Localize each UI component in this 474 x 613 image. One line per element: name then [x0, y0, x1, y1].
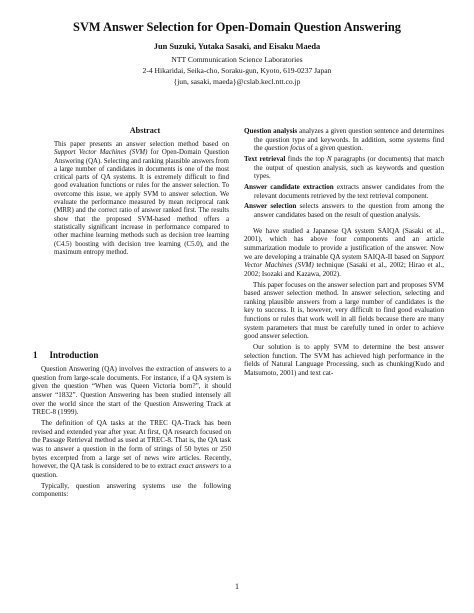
component-emphasis: N	[326, 154, 332, 163]
component-emphasis: question focus	[264, 144, 306, 153]
abstract-emphasis: Support Vector Machines (SVM)	[54, 149, 148, 157]
component-answer-selection	[244, 202, 444, 219]
page-number: 1	[235, 582, 239, 591]
section-number: 1	[33, 350, 38, 360]
component-term: Text retrieval	[244, 154, 286, 163]
component-answer-candidate-extraction	[244, 182, 444, 200]
component-desc-end: of a given question.	[305, 144, 363, 153]
intro-paragraph-2-text: The definition of QA tasks at the TREC QA-Track has been revised and extended year after year. At first, QA research focused on the Passage Retrieval method as used at TREC-8. That is, the QA task was to answer a question in the form of strings of 50 bytes or 250 bytes excerpted from a large set of news wire articles. Recently, however, the QA task is considered to be to extract	[32, 418, 231, 471]
left-column-body	[32, 365, 231, 499]
affiliation-line-1: NTT Communication Science Laboratories	[171, 55, 303, 64]
abstract-text-1: This paper presents an answer selection method based on	[54, 141, 229, 148]
saiqa-text-end: technique (Sasaki et al., 2002; Hirao et al., 2002; Isozaki and Kazawa, 2002).	[244, 261, 444, 278]
component-desc: selects answers to the question from among the answer candidates based on the result of question analysis.	[254, 202, 444, 219]
abstract-body	[54, 141, 229, 257]
section-title: Introduction	[49, 350, 99, 360]
component-question-analysis	[244, 127, 444, 153]
component-list	[244, 127, 444, 220]
body-paragraph-solution: Our solution is to apply SVM to determine the best answer selection function. The SVM has achieved high performance in the fields of Natural Language Processing, such as chunking(Kudo and Matsumoto, 2001) and text cat-	[244, 343, 444, 378]
component-desc: finds the top	[285, 154, 327, 163]
abstract-heading: Abstract	[129, 126, 161, 135]
intro-paragraph-2-emphasis: exact answers	[178, 462, 219, 471]
component-desc: analyzes a given question sentence and determines the question type and keywords. In addition, some systems find the	[254, 127, 444, 153]
saiqa-text: We have studied a Japanese QA system SAIQA (Sasaki et al., 2001), which has above four components and an article summarization module to provide a justification of the answer. Now we are developing a trainable QA system SAIQA-II based on	[244, 226, 444, 261]
component-desc: extracts answer candidates from the relevant documents retrieved by the text retrieval component.	[254, 182, 444, 200]
intro-paragraph-2-end: to a question.	[32, 462, 231, 479]
component-term: Answer selection	[244, 202, 297, 211]
component-term: Question analysis	[244, 127, 298, 135]
author-list: Jun Suzuki, Yutaka Sasaki, and Eisaku Maeda	[153, 42, 321, 51]
body-paragraph-saiqa	[244, 227, 444, 279]
right-column-body	[244, 127, 444, 378]
paper-title: SVM Answer Selection for Open-Domain Question Answering	[73, 20, 401, 34]
component-desc-end: paragraphs (or documents) that match the output of question analysis, such as keywords and question types.	[254, 154, 444, 181]
affiliation-email: {jun, sasaki, maeda}@cslab.kecl.ntt.co.jp	[173, 77, 301, 86]
component-term: Answer candidate extraction	[244, 182, 334, 191]
abstract-text-2: for Open-Domain Question Answering (QA). Selecting and ranking plausible answers from a large number of candidates in documents is one of the most critical parts of QA systems. It is extremely difficult to find good evaluation functions or rules for the answer selection. To overcome this issue, we apply SVM to answer selection. We evaluate the performance measured by mean reciprocal rank (MRR) and the correct ratio of answer ranked first. The results show that the proposed SVM-based method offers a statistically significant increase in performance compared to other machine learning methods such as decision tree learning (C4.5) boosting with decision tree learning (C5.0), and the maximum entropy method.	[54, 149, 229, 256]
body-paragraph-focus: This paper focuses on the answer selection part and proposes SVM based answer selection method. In answer selection, selecting and ranking plausible answers from a large number of candidates is the key to success. It is, however, very difficult to find good evaluation functions or rules that work well in all fields because there are many system parameters that must be carefully tuned in order to achieve good answer selection.	[244, 280, 444, 341]
intro-paragraph-1: Question Answering (QA) involves the extraction of answers to a question from large-scale documents. For instance, if a QA system is given the question “When was Queen Victoria born?”, it should answer “1832”. Question Answering has been studied intensely all over the world since the start of the Question Answering Track at TREC-8 (1999).	[32, 365, 231, 417]
saiqa-emphasis: Support Vector Machines (SVM)	[244, 252, 444, 270]
intro-paragraph-2	[32, 419, 231, 480]
section-heading-introduction	[33, 350, 98, 360]
component-text-retrieval	[244, 154, 444, 181]
affiliation-line-2: 2-4 Hikaridai, Seika-cho, Soraku-gun, Kyoto, 619-0237 Japan	[142, 66, 332, 75]
intro-paragraph-3: Typically, question answering systems use the following components:	[32, 481, 231, 499]
